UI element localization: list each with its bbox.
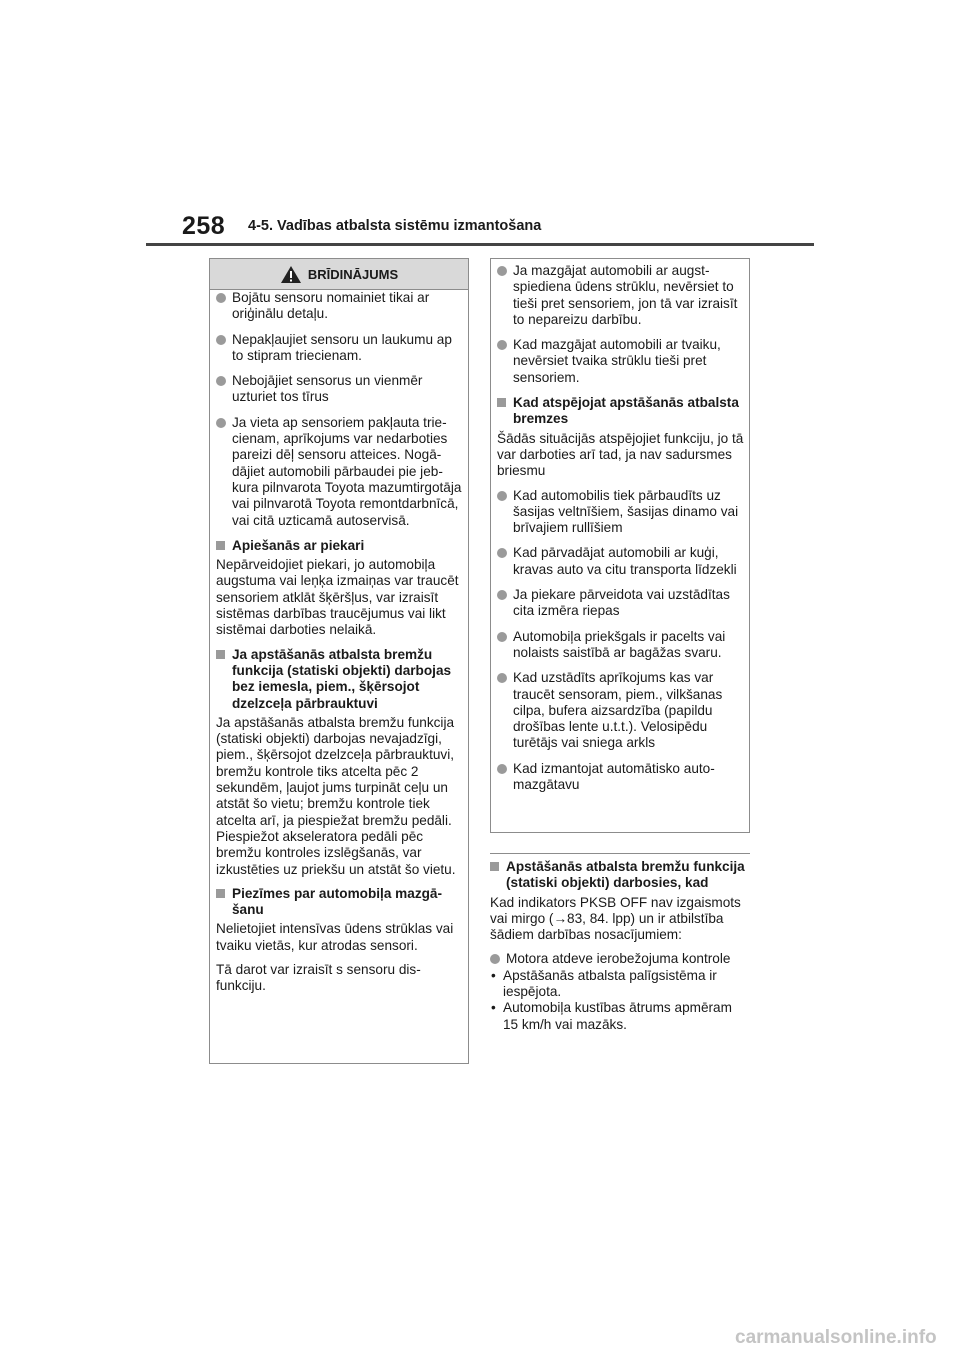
section-divider <box>490 853 750 854</box>
paragraph: Kad indikators PKSB OFF nav izgaismots vai mirgo (→83, 84. lpp) un ir atbilstība šādiem darbības nosacījumiem: <box>490 894 741 943</box>
list-item: Kad mazgājat automobili ar tvaiku, nevērsiet tvaika strūklu tieši pret sensoriem. <box>497 337 745 386</box>
list-item: Ja mazgājat automobili ar augstspiediena ūdens strūklu, nevērsiet to tieši pret sensoriem, jon tā var izraisīt to nepareizu darbību. <box>497 263 745 328</box>
paragraph: Nepārveidojiet piekari, jo automobiļa augstuma vai leņķa izmaiņas var traucēt sensoriem atklāt šķēršļus, var izraisīt sistēmas darbības traucējumus vai likt sistēmai darboties nelaikā. <box>216 557 459 638</box>
list-item: Nepakļaujiet sensoru un laukumu ap to stipram triecienam. <box>216 332 464 365</box>
bullet-dot-icon <box>216 418 226 428</box>
subheading: Apstāšanās atbalsta bremžu funkcija (statiski objekti) darbosies, kad <box>490 859 750 892</box>
warning-triangle-icon <box>280 265 302 284</box>
list-item: Kad uzstādīts aprīkojums kas var traucēt sensoram, piem., vilkšanas cilpa, bufera aizsardzība (papildu drošības lente u.t.t.). Velosipēdu turētājs vai sniega arkls <box>497 670 745 751</box>
paragraph: Ja apstāšanās atbalsta bremžu funkcija (statiski objekti) darbojas nevajadzīgi, piem., šķērsojot dzelzceļa pārbrauktuvi, bremžu kontrole tiks atcelta pēc 2 sekundēm, ļaujot jums turpināt ceļu un atstāt šo vietu; bremžu kontrole tiek atcelta arī, ja piespiežat bremžu pedāli. Piespiežot akseleratora pedāli pēc bremžu kontroles izslēgšanās, var izkustēties uz priekšu un atstāt šo vietu. <box>216 714 456 877</box>
paragraph: Nelietojiet intensīvas ūdens strūklas vai tvaiku vietās, kur atrodas sensori. <box>216 921 454 953</box>
bullet-dot-icon <box>497 632 507 642</box>
square-bullet-icon <box>216 650 225 659</box>
paragraph: Šādās situācijās atspējojiet funkciju, jo tā var darboties arī tad, ja nav sadursmes briesmu <box>497 430 744 479</box>
bullet-dot-icon <box>490 954 500 964</box>
list-item: Ja vieta ap sensoriem pakļauta triecienam, aprīkojums var nedarboties pareizi dēļ sensoru atteices. Nogādājiet automobili pārbaudei pie jebkura pilnvarota Toyota mazumtirgotāja vai pilnvarotā Toyota remontdarbnīcā, vai citā uzticamā autoservisā. <box>216 415 464 529</box>
paragraph: Tā darot var izraisīt s sensoru disfunkciju. <box>216 961 421 994</box>
section-title: 4-5. Vadības atbalsta sistēmu izmantošana <box>248 218 542 234</box>
main-section <box>490 859 750 1033</box>
warning-title: BRĪDINĀJUMS <box>307 266 399 282</box>
square-bullet-icon <box>216 541 225 550</box>
warning-right-column <box>497 263 745 802</box>
page-number: 258 <box>182 212 226 240</box>
bullet-dot-icon <box>216 376 226 386</box>
bullet-dot-icon <box>497 340 507 350</box>
list-item: Motora atdeve ierobežojuma kontrole <box>490 951 750 967</box>
square-bullet-icon <box>490 862 499 871</box>
bullet-dot-icon <box>497 548 507 558</box>
subheading: Kad atspējojat apstāšanās atbalsta bremzes <box>497 395 745 428</box>
bullet-dot-icon <box>497 590 507 600</box>
warning-header <box>210 259 468 290</box>
list-item: Kad izmantojat automātisko automazgātavu <box>497 761 745 794</box>
subheading: Piezīmes par automobiļa mazgāšanu <box>216 886 464 919</box>
bullet-dot-icon <box>216 293 226 303</box>
square-bullet-icon <box>497 398 506 407</box>
list-item: Automobiļa priekšgals ir pacelts vai nolaists saistībā ar bagāžas svaru. <box>497 629 745 662</box>
list-item: Bojātu sensoru nomainiet tikai ar oriģinālu detaļu. <box>216 290 464 323</box>
subheading: Apiešanās ar piekari <box>216 538 464 554</box>
square-bullet-icon <box>216 889 225 898</box>
watermark: carmanualsonline.info <box>735 1327 937 1348</box>
dash-list-item: • Automobiļa kustības ātrums apmēram 15 km/h vai mazāks. <box>491 1000 732 1032</box>
bullet-dot-icon <box>497 673 507 683</box>
warning-left-column <box>216 290 464 1003</box>
list-item: Nebojājiet sensorus un vienmēr uzturiet tos tīrus <box>216 373 464 406</box>
dash-list-item: • Apstāšanās atbalsta palīgsistēma ir iespējota. <box>491 967 717 1000</box>
subheading: Ja apstāšanās atbalsta bremžu funkcija (statiski objekti) darbojas bez iemesla, piem., šķērsojot dzelzceļa pārbrauktuvi <box>216 647 464 712</box>
bullet-dot-icon <box>497 266 507 276</box>
list-item: Kad automobilis tiek pārbaudīts uz šasijas veltnīšiem, šasijas dinamo vai brīvajiem rullīšiem <box>497 488 745 537</box>
list-item: Kad pārvadājat automobili ar kuģi, kravas auto va citu transporta līdzekli <box>497 545 745 578</box>
list-item: Ja piekare pārveidota vai uzstādītas cita izmēra riepas <box>497 587 745 620</box>
header-rule <box>146 243 814 246</box>
bullet-dot-icon <box>497 764 507 774</box>
bullet-dot-icon <box>216 335 226 345</box>
bullet-dot-icon <box>497 491 507 501</box>
